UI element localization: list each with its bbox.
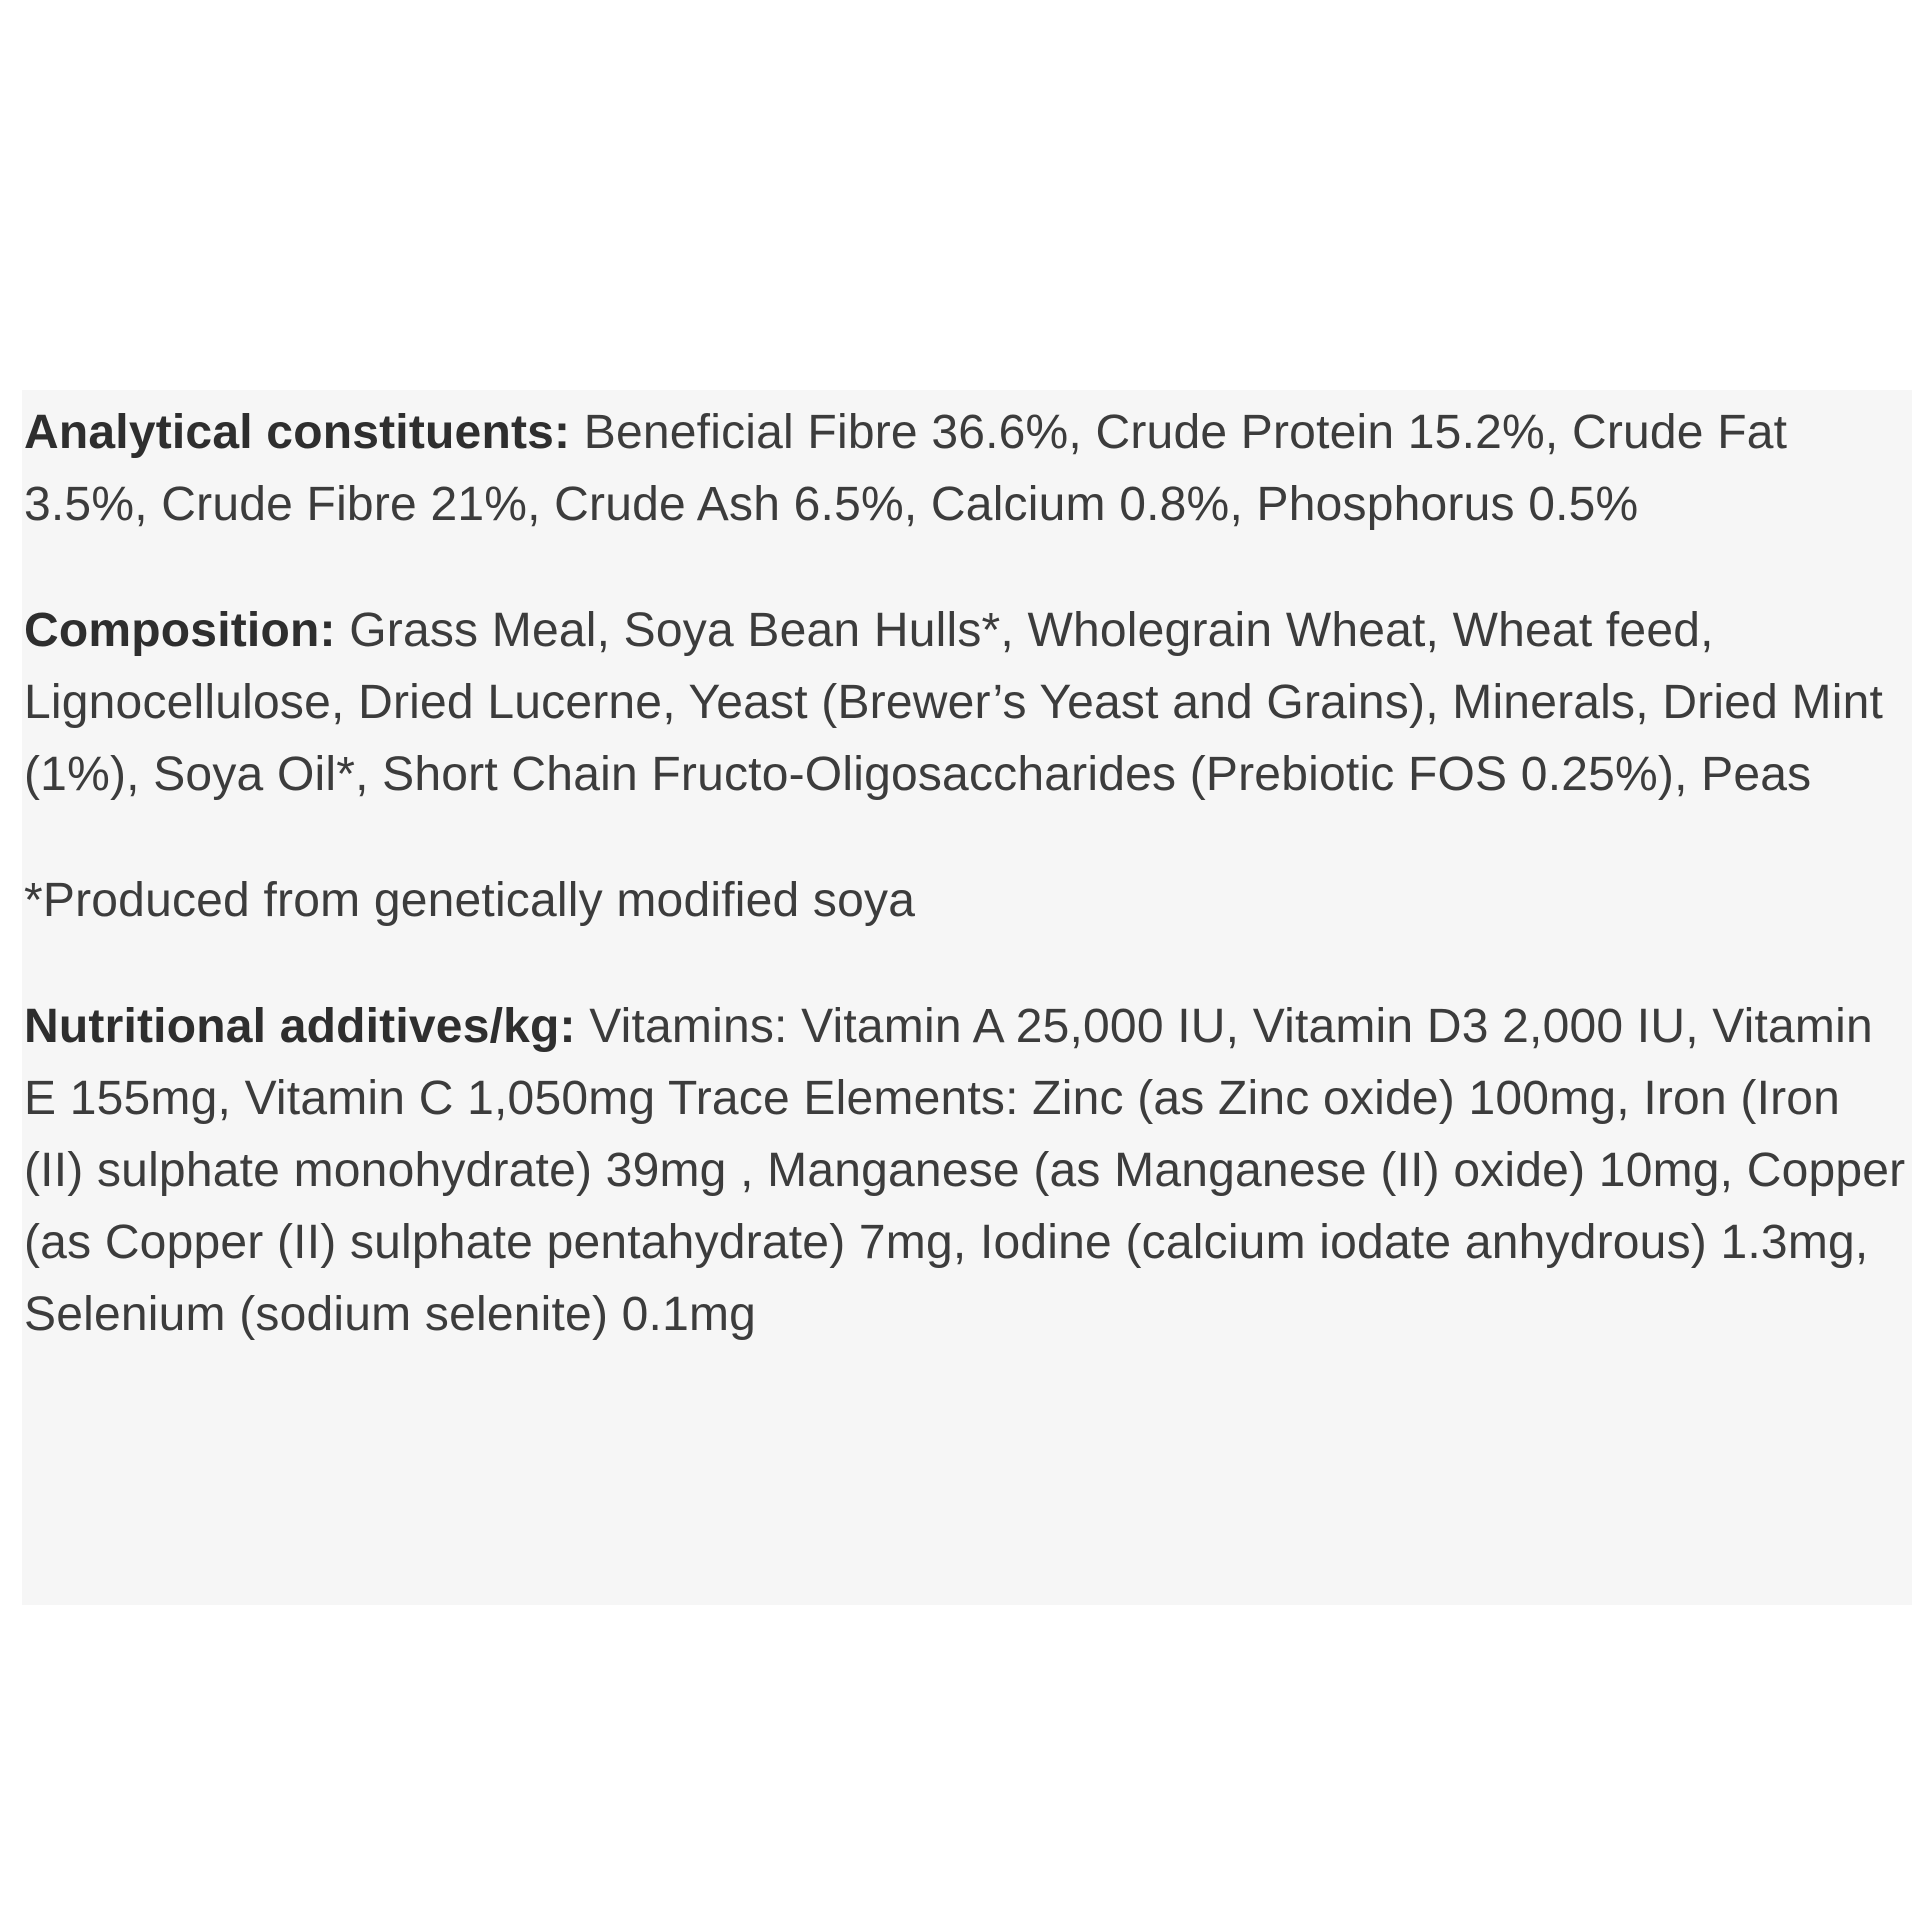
composition-text: Grass Meal, Soya Bean Hulls*, Wholegrain Wheat, Wheat feed, Lignocellulose, Dried Lucerne, Yeast (Brewer’s Yeast and Grains), Minerals, Dried Mint (1%), Soya Oil*, Short Chain Fructo-Oligosaccharides (Prebiotic FOS 0.25%), Peas bbox=[24, 604, 1884, 801]
nutritional-additives-label: Nutritional additives/kg: bbox=[24, 1000, 576, 1053]
nutritional-additives-paragraph bbox=[24, 991, 1912, 1351]
ingredients-panel bbox=[22, 390, 1912, 1605]
composition-label: Composition: bbox=[24, 604, 336, 657]
composition-paragraph bbox=[24, 595, 1912, 811]
analytical-constituents-label: Analytical constituents: bbox=[24, 406, 571, 459]
gm-soya-note-text: *Produced from genetically modified soya bbox=[24, 874, 916, 927]
analytical-constituents-paragraph bbox=[24, 390, 1912, 541]
nutritional-additives-text: Vitamins: Vitamin A 25,000 IU, Vitamin D3 2,000 IU, Vitamin E 155mg, Vitamin C 1,050mg Trace Elements: Zinc (as Zinc oxide) 100mg, Iron (Iron (II) sulphate monohydrate) 39mg , Manganese (as Manganese (II) oxide) 10mg, Copper (as Copper (II) sulphate pentahydrate) 7mg, Iodine (calcium iodate anhydrous) 1.3mg, Selenium (sodium selenite) 0.1mg bbox=[24, 1000, 1906, 1341]
gm-soya-note bbox=[24, 865, 1912, 937]
analytical-constituents-text: Beneficial Fibre 36.6%, Crude Protein 15.2%, Crude Fat 3.5%, Crude Fibre 21%, Crude Ash 6.5%, Calcium 0.8%, Phosphorus 0.5% bbox=[24, 406, 1788, 531]
